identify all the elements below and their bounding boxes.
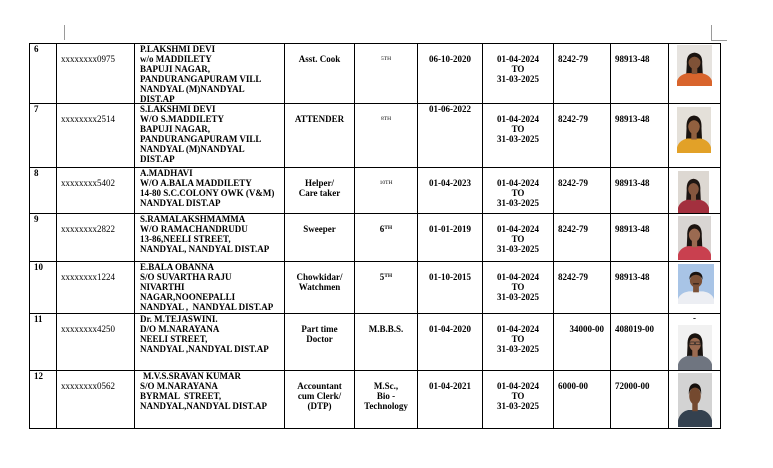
period-cell <box>483 168 554 214</box>
amount-2: 72000-00 <box>615 381 650 391</box>
qualification-cell-content <box>355 214 417 261</box>
record-row <box>30 371 721 429</box>
photo-cell <box>669 44 721 104</box>
designation-line: ATTENDER <box>294 114 345 124</box>
amount-1: 8242-79 <box>558 54 588 64</box>
amount-2-cell <box>611 168 669 214</box>
qualification-line: Technology <box>364 401 408 411</box>
address-line: NANDYAL ,NANDYAL DIST.AP <box>140 344 269 354</box>
period-separator: TO <box>511 188 525 198</box>
serial-number-cell-content <box>30 104 56 167</box>
staff-photo <box>678 216 711 260</box>
crop-mark-top-left <box>64 25 65 40</box>
amount-1: 8242-79 <box>558 224 588 234</box>
record-row <box>30 44 721 104</box>
address-line: DIST.AP <box>140 94 175 104</box>
address-line: S/O M.NARAYANA <box>140 381 218 391</box>
photo-cell-content <box>669 214 720 261</box>
staff-photo <box>678 264 714 304</box>
qualification-cell <box>355 314 418 371</box>
period-date: 31-03-2025 <box>497 401 539 411</box>
member-id-cell-content <box>57 214 134 261</box>
date-of-joining-cell <box>418 104 483 168</box>
amount-1-cell <box>554 104 611 168</box>
date-of-joining-cell <box>418 214 483 262</box>
period-cell-content <box>483 168 553 213</box>
serial-number: 8 <box>34 168 39 178</box>
qualification-number: 6 <box>379 224 385 234</box>
photo-clothing <box>677 73 712 86</box>
period-cell-content <box>483 371 553 428</box>
amount-2-cell-content <box>611 104 668 167</box>
date-of-joining-cell <box>418 262 483 314</box>
amount-2: 98913-48 <box>615 54 650 64</box>
staff-name: Dr. M.TEJASWINI. <box>140 314 218 324</box>
photo-cell <box>669 314 721 371</box>
amount-1-cell-content <box>554 314 610 370</box>
staff-name: E.BALA OBANNA <box>140 262 215 272</box>
staff-name: P.LAKSHMI DEVI <box>140 44 216 54</box>
amount-1-cell-content <box>554 371 610 428</box>
date-of-joining-cell-content <box>418 314 482 370</box>
qualification <box>355 178 417 190</box>
designation-cell-content <box>285 44 354 103</box>
amount-2-cell <box>611 214 669 262</box>
amount-1-cell-content <box>554 262 610 313</box>
designation-cell <box>285 314 355 371</box>
amount-1-cell <box>554 371 611 429</box>
amount-2-cell-content <box>611 168 668 213</box>
designation-line: Part time <box>301 324 338 334</box>
period-cell-content <box>483 262 553 313</box>
amount-2-cell <box>611 314 669 371</box>
qualification <box>355 272 417 284</box>
period-cell-content <box>483 314 553 370</box>
record-row <box>30 214 721 262</box>
address-line: D/O M.NARAYANA <box>140 324 220 334</box>
qualification-cell <box>355 168 418 214</box>
name-address-cell-content <box>135 168 284 213</box>
staff-photo <box>678 171 709 213</box>
qualification-number: 8 <box>380 116 384 122</box>
qualification-line: M.Sc., <box>373 381 399 391</box>
period-date: 01-04-2024 <box>497 178 539 188</box>
amount-2-cell <box>611 371 669 429</box>
serial-number-cell <box>30 371 57 429</box>
qualification-suffix: TH <box>384 273 393 279</box>
member-id-cell-content <box>57 104 134 167</box>
period-cell-content <box>483 214 553 261</box>
date-of-joining-cell-content <box>418 168 482 213</box>
date-of-joining: 01-04-2021 <box>429 381 471 391</box>
amount-2-cell-content <box>611 371 668 428</box>
member-id-cell <box>57 371 135 429</box>
serial-number: 11 <box>34 314 43 324</box>
address-line: NIVARTHI <box>140 282 185 292</box>
member-id-cell-content <box>57 168 134 213</box>
amount-2-cell <box>611 262 669 314</box>
designation-cell <box>285 262 355 314</box>
period-separator: TO <box>511 391 525 401</box>
date-of-joining-cell-content <box>418 371 482 428</box>
date-of-joining-cell-content <box>418 104 482 167</box>
amount-1-cell-content <box>554 104 610 167</box>
period-cell <box>483 314 554 371</box>
amount-1: 8242-79 <box>558 272 588 282</box>
period-date: 31-03-2025 <box>497 134 539 144</box>
address-line: NANDYAL (M)NANDYAL <box>140 144 245 154</box>
date-of-joining-cell-content <box>418 262 482 313</box>
designation-cell-content <box>285 104 354 167</box>
photo-note: - <box>693 313 696 323</box>
period-cell <box>483 214 554 262</box>
records-body <box>30 44 721 429</box>
designation-cell-content <box>285 168 354 213</box>
address-line: W/O RAMACHANDRUDU <box>140 224 248 234</box>
member-id: xxxxxxxx0562 <box>61 381 115 391</box>
period-date: 01-04-2024 <box>497 224 539 234</box>
serial-number-cell-content <box>30 44 56 103</box>
date-of-joining-cell <box>418 371 483 429</box>
serial-number-cell <box>30 314 57 371</box>
amount-1-cell <box>554 262 611 314</box>
photo-cell <box>669 371 721 429</box>
staff-records-table <box>29 43 721 429</box>
period-date: 01-04-2024 <box>497 381 539 391</box>
name-address-cell-content <box>135 104 284 167</box>
address-line: 14-80 S.C.COLONY OWK (V&M) <box>140 188 275 198</box>
amount-1: 8242-79 <box>558 114 588 124</box>
staff-photo <box>678 373 712 427</box>
designation-cell-content <box>285 371 354 428</box>
date-of-joining: 01-04-2020 <box>429 324 471 334</box>
qualification-cell <box>355 214 418 262</box>
designation-line: Watchmen <box>298 282 341 292</box>
staff-photo <box>678 325 712 370</box>
amount-2-cell <box>611 44 669 104</box>
member-id-cell-content <box>57 44 134 103</box>
date-of-joining: 01-06-2022 <box>429 104 471 114</box>
member-id-cell-content <box>57 262 134 313</box>
address-line: NAGAR,NOONEPALLI <box>140 292 236 302</box>
serial-number-cell <box>30 104 57 168</box>
qualification-cell <box>355 44 418 104</box>
staff-photo <box>677 45 712 86</box>
period-separator: TO <box>511 64 525 74</box>
serial-number: 9 <box>34 214 39 224</box>
period-date: 31-03-2025 <box>497 344 539 354</box>
address-line: NANDYAL DIST.AP <box>140 198 221 208</box>
designation-line: Accountant <box>297 381 342 391</box>
qualification-suffix: TH <box>385 180 393 186</box>
designation-line: cum Clerk/ <box>297 391 342 401</box>
photo-mustache <box>693 283 699 284</box>
amount-2: 98913-48 <box>615 178 650 188</box>
serial-number-cell-content <box>30 262 56 313</box>
designation-line: Care taker <box>298 188 341 198</box>
amount-1-cell <box>554 314 611 371</box>
qualification <box>355 224 417 236</box>
address-line: NANDYAL, NANDYAL DIST.AP <box>140 244 270 254</box>
member-id: xxxxxxxx5402 <box>61 178 115 188</box>
qualification-number: 5 <box>380 56 384 62</box>
amount-2-cell-content <box>611 44 668 103</box>
member-id-cell <box>57 168 135 214</box>
name-address-cell <box>135 168 285 214</box>
amount-2-cell-content <box>611 214 668 261</box>
amount-1: 8242-79 <box>558 178 588 188</box>
member-id-cell <box>57 44 135 104</box>
serial-number: 6 <box>34 44 39 54</box>
qualification-number: 5 <box>379 272 385 282</box>
name-address-cell <box>135 371 285 429</box>
photo-cell-content <box>669 262 720 313</box>
address-line: NANDYAL (M)NANDYAL <box>140 84 245 94</box>
address-line: W/O S.MADDILETY <box>140 114 225 124</box>
photo-face <box>689 387 701 404</box>
designation-cell <box>285 371 355 429</box>
member-id: xxxxxxxx1224 <box>61 272 115 282</box>
period-separator: TO <box>511 282 525 292</box>
serial-number-cell <box>30 44 57 104</box>
name-address-cell-content <box>135 214 284 261</box>
address-line: 13-86,NEELI STREET, <box>140 234 231 244</box>
period-separator: TO <box>511 124 525 134</box>
qualification-cell <box>355 371 418 429</box>
qualification-cell-content <box>355 104 417 167</box>
serial-number-cell <box>30 262 57 314</box>
designation-cell <box>285 214 355 262</box>
serial-number-cell-content <box>30 214 56 261</box>
name-address-cell <box>135 44 285 104</box>
designation-cell <box>285 44 355 104</box>
serial-number-cell-content <box>30 314 56 370</box>
address-line: DIST.AP <box>140 154 175 164</box>
period-separator: TO <box>511 334 525 344</box>
name-address-cell <box>135 314 285 371</box>
crop-mark-top-right-horizontal <box>711 40 727 41</box>
staff-name: S.LAKSHMI DEVI <box>140 104 216 114</box>
period-date: 01-04-2024 <box>497 54 539 64</box>
designation-line: Helper/ <box>305 178 334 188</box>
designation-cell-content <box>285 214 354 261</box>
period-cell-content <box>483 104 553 167</box>
name-address-cell-content <box>135 314 284 370</box>
photo-clothing <box>678 246 711 260</box>
date-of-joining-cell <box>418 44 483 104</box>
date-of-joining: 01-10-2015 <box>429 272 471 282</box>
amount-2: 98913-48 <box>615 114 650 124</box>
address-line: BAPUJI NAGAR, <box>140 64 211 74</box>
qualification-cell-content <box>355 262 417 313</box>
qualification-line: M.B.B.S. <box>368 324 404 334</box>
record-row <box>30 168 721 214</box>
member-id: xxxxxxxx4250 <box>61 324 115 334</box>
amount-2: 98913-48 <box>615 272 650 282</box>
period-date: 01-04-2024 <box>497 114 539 124</box>
crop-mark-top-right-vertical <box>711 25 712 40</box>
date-of-joining-cell-content <box>418 214 482 261</box>
photo-cell <box>669 214 721 262</box>
record-row <box>30 314 721 371</box>
amount-1: 6000-00 <box>558 381 588 391</box>
record-row <box>30 104 721 168</box>
address-line: NANDYAL,NANDYAL DIST.AP <box>140 401 267 411</box>
qualification <box>355 114 417 126</box>
address-line: BAPUJI NAGAR, <box>140 124 211 134</box>
amount-1-cell-content <box>554 168 610 213</box>
address-line: W/O A.BALA MADDILETY <box>140 178 252 188</box>
qualification-suffix: TH <box>384 225 393 231</box>
name-address-cell-content <box>135 44 284 103</box>
photo-face <box>690 274 702 287</box>
photo-clothing <box>678 410 712 427</box>
amount-1: 34000-00 <box>569 324 604 334</box>
designation-line: Doctor <box>306 334 333 344</box>
staff-name: M.V.S.SRAVAN KUMAR <box>143 371 242 381</box>
qualification <box>355 54 417 66</box>
period-date: 31-03-2025 <box>497 74 539 84</box>
photo-cell <box>669 168 721 214</box>
address-line: NEELI STREET, <box>140 334 208 344</box>
address-line: PANDURANGAPURAM VILL <box>140 74 262 84</box>
serial-number: 12 <box>34 371 43 381</box>
qualification-number: 10 <box>379 180 386 186</box>
qualification-suffix: TH <box>383 56 392 62</box>
period-cell <box>483 262 554 314</box>
serial-number: 10 <box>34 262 43 272</box>
date-of-joining-cell-content <box>418 44 482 103</box>
member-id: xxxxxxxx2514 <box>61 114 115 124</box>
date-of-joining: 01-01-2019 <box>429 224 471 234</box>
qualification-cell-content <box>355 371 417 428</box>
period-date: 31-03-2025 <box>497 292 539 302</box>
period-cell-content <box>483 44 553 103</box>
name-address-cell <box>135 214 285 262</box>
amount-2: 98913-48 <box>615 224 650 234</box>
date-of-joining-cell <box>418 168 483 214</box>
member-id-cell <box>57 104 135 168</box>
photo-cell <box>669 104 721 168</box>
member-id-cell <box>57 262 135 314</box>
record-row <box>30 262 721 314</box>
designation-cell-content <box>285 314 354 370</box>
staff-name: S.RAMALAKSHMAMMA <box>140 214 246 224</box>
designation-line: Chowkidar/ <box>296 272 343 282</box>
serial-number-cell <box>30 214 57 262</box>
member-id: xxxxxxxx2822 <box>61 224 115 234</box>
staff-photo <box>677 107 711 153</box>
address-line: PANDURANGAPURAM VILL <box>140 134 262 144</box>
amount-2-cell-content <box>611 262 668 313</box>
member-id-cell <box>57 314 135 371</box>
date-of-joining-cell <box>418 314 483 371</box>
photo-clothing <box>677 138 711 153</box>
member-id-cell-content <box>57 314 134 370</box>
designation-cell <box>285 104 355 168</box>
amount-1-cell-content <box>554 44 610 103</box>
designation-cell <box>285 168 355 214</box>
amount-1-cell <box>554 168 611 214</box>
name-address-cell-content <box>135 262 284 313</box>
photo-cell-content <box>669 168 720 213</box>
qualification-suffix: TH <box>383 116 392 122</box>
date-of-joining: 06-10-2020 <box>429 54 471 64</box>
amount-2-cell-content <box>611 314 668 370</box>
staff-name: A.MADHAVI <box>140 168 193 178</box>
qualification-cell-content <box>355 314 417 370</box>
designation-line: Sweeper <box>303 224 336 234</box>
photo-cell-content <box>669 104 720 167</box>
period-cell <box>483 104 554 168</box>
name-address-cell <box>135 104 285 168</box>
designation-line: (DTP) <box>307 401 332 411</box>
member-id: xxxxxxxx0975 <box>61 54 115 64</box>
member-id-cell-content <box>57 371 134 428</box>
serial-number-cell <box>30 168 57 214</box>
period-date: 31-03-2025 <box>497 198 539 208</box>
period-date: 31-03-2025 <box>497 244 539 254</box>
amount-1-cell-content <box>554 214 610 261</box>
serial-number-cell-content <box>30 168 56 213</box>
photo-cell <box>669 262 721 314</box>
photo-cell-content <box>669 44 720 103</box>
address-line: w/o MADDILETY <box>140 54 212 64</box>
period-date: 01-04-2024 <box>497 272 539 282</box>
period-cell <box>483 44 554 104</box>
qualification-cell <box>355 104 418 168</box>
serial-number-cell-content <box>30 371 56 428</box>
amount-1-cell <box>554 214 611 262</box>
period-cell <box>483 371 554 429</box>
address-line: S/O SUVARTHA RAJU <box>140 272 232 282</box>
member-id-cell <box>57 214 135 262</box>
designation-line: Asst. Cook <box>298 54 341 64</box>
photo-cell-content <box>669 314 720 370</box>
period-separator: TO <box>511 234 525 244</box>
address-line: BYRMAL STREET, <box>140 391 222 401</box>
address-line: NANDYAL , NANDYAL DIST.AP <box>140 302 274 312</box>
photo-clothing <box>678 200 709 213</box>
photo-clothing <box>678 356 712 370</box>
amount-1-cell <box>554 44 611 104</box>
amount-2-cell <box>611 104 669 168</box>
amount-2: 408019-00 <box>615 324 654 334</box>
serial-number: 7 <box>34 104 39 114</box>
qualification-cell <box>355 262 418 314</box>
photo-clothing <box>678 291 714 304</box>
photo-cell-content <box>669 371 720 428</box>
qualification-cell-content <box>355 168 417 213</box>
period-date: 01-04-2024 <box>497 324 539 334</box>
name-address-cell <box>135 262 285 314</box>
designation-cell-content <box>285 262 354 313</box>
qualification-line: Bio - <box>376 391 396 401</box>
name-address-cell-content <box>135 371 284 428</box>
date-of-joining: 01-04-2023 <box>429 178 471 188</box>
qualification-cell-content <box>355 44 417 103</box>
